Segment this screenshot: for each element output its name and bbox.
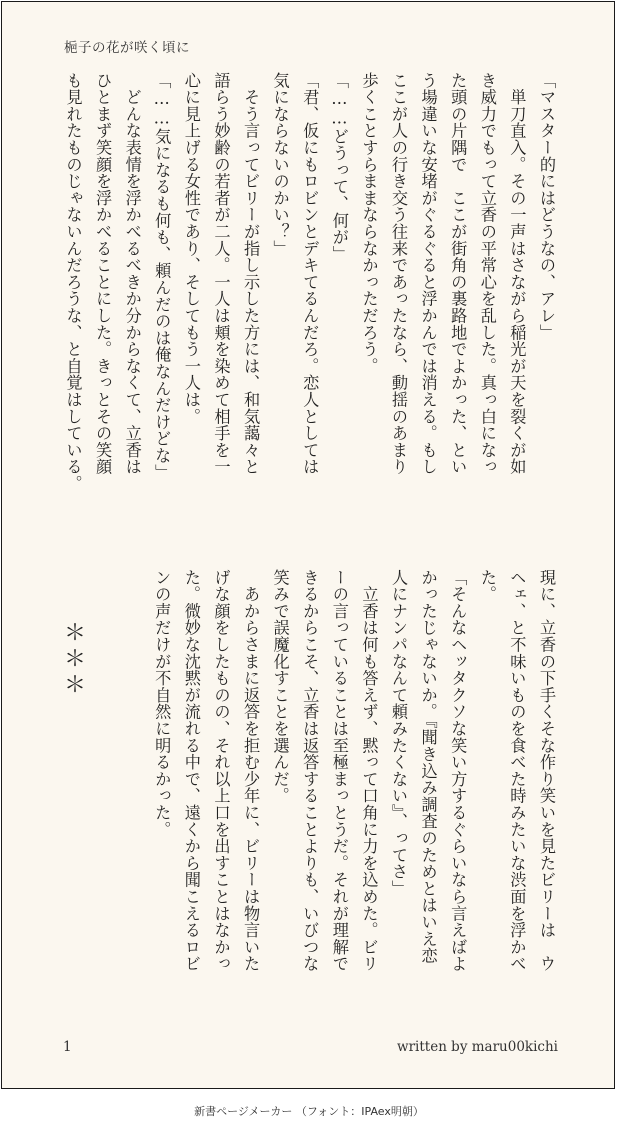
- text-block-lower: [58, 569, 561, 1011]
- text-column: き威力でもって立香の平常心を乱した。真っ白になっ: [477, 72, 497, 476]
- text-column: 「マスター的にはどうなの、アレ」: [537, 72, 556, 341]
- text-column: も見れたものじゃないんだろうな、と自覚はしている。: [63, 72, 83, 492]
- page-number: 1: [63, 1039, 72, 1055]
- text-column: ひとまず笑顔を浮かべることにした。きっとその笑顔: [93, 72, 113, 476]
- text-column: あからさまに返答を拒む少年に、ビリーは物言いた: [241, 569, 261, 973]
- text-column: ヘェ、と不味いものを食べた時みたいな渋面を浮かべ: [507, 569, 527, 973]
- running-title: 梔子の花が咲く頃に: [64, 40, 190, 56]
- text-column: どんな表情を浮かべるべきか分からなくて、立香は: [122, 72, 142, 476]
- text-column: ンの声だけが不自然に明るかった。: [152, 569, 172, 838]
- book-page: [1, 1, 615, 1089]
- text-column: かったじゃないか。『聞き込み調査のためとはいえ恋: [418, 569, 438, 965]
- generator-credit: 新書ページメーカー （フォント：IPAex明朝）: [194, 1105, 424, 1118]
- text-column: た頭の片隅で ここが街角の裏路地でよかった、とい: [448, 72, 468, 476]
- text-column: 現に、立香の下手くそな作り笑いを見たビリーは ウ: [537, 569, 556, 973]
- text-column: 歩くことすらままならなかっただろう。: [359, 72, 379, 375]
- author-credit: written by maru00kichi: [397, 1039, 558, 1055]
- text-column: た。: [477, 569, 497, 603]
- text-column: 「そんなヘッタクソな笑い方するぐらいなら言えばよ: [448, 569, 468, 973]
- text-column: た。微妙な沈黙が流れる中で、遠くから聞こえるロビ: [181, 569, 201, 973]
- text-column: [88, 569, 118, 1011]
- text-column: そう言ってビリーが指し示した方には、和気藹々と: [241, 72, 261, 476]
- text-column: きるからこそ、立香は返答することよりも、いびつな: [300, 569, 320, 973]
- text-column: 立香は何も答えず、黙って口角に力を込めた。ビリ: [359, 569, 379, 973]
- text-block-upper: [58, 72, 561, 514]
- text-column: う場違いな安堵がぐるぐると浮かんでは消える。もし: [418, 72, 438, 476]
- text-column: ーの言っていることは至極まっとうだ。それが理解で: [329, 569, 349, 973]
- text-column: 単刀直入。その一声はさながら稲光が天を裂くが如: [507, 72, 527, 476]
- text-column: 気にならないのかい？」: [270, 72, 290, 257]
- text-column: [117, 569, 147, 1011]
- text-column: 語らう妙齢の若者が二人。一人は頬を染めて相手を一: [211, 72, 231, 476]
- text-column: 「……気になるも何も、頼んだのは俺なんだけどな」: [152, 72, 172, 481]
- text-column: 「……どうって、何が」: [329, 72, 349, 263]
- text-column: 笑みで誤魔化すことを選んだ。: [270, 569, 290, 805]
- text-column: げな顔をしたものの、それ以上口を出すことはなかっ: [211, 569, 231, 973]
- text-column: ここが人の行き交う往来であったなら、動揺のあまり: [389, 72, 409, 476]
- text-column: 人にナンパなんて頼みたくない』、ってさ」: [389, 569, 409, 897]
- text-column: 心に見上げる女性であり、そしてもう一人は。: [181, 72, 201, 425]
- scene-break: ＊＊＊: [60, 569, 86, 699]
- text-column: 「君、仮にもロビンとデキてるんだろ。恋人としては: [300, 72, 320, 476]
